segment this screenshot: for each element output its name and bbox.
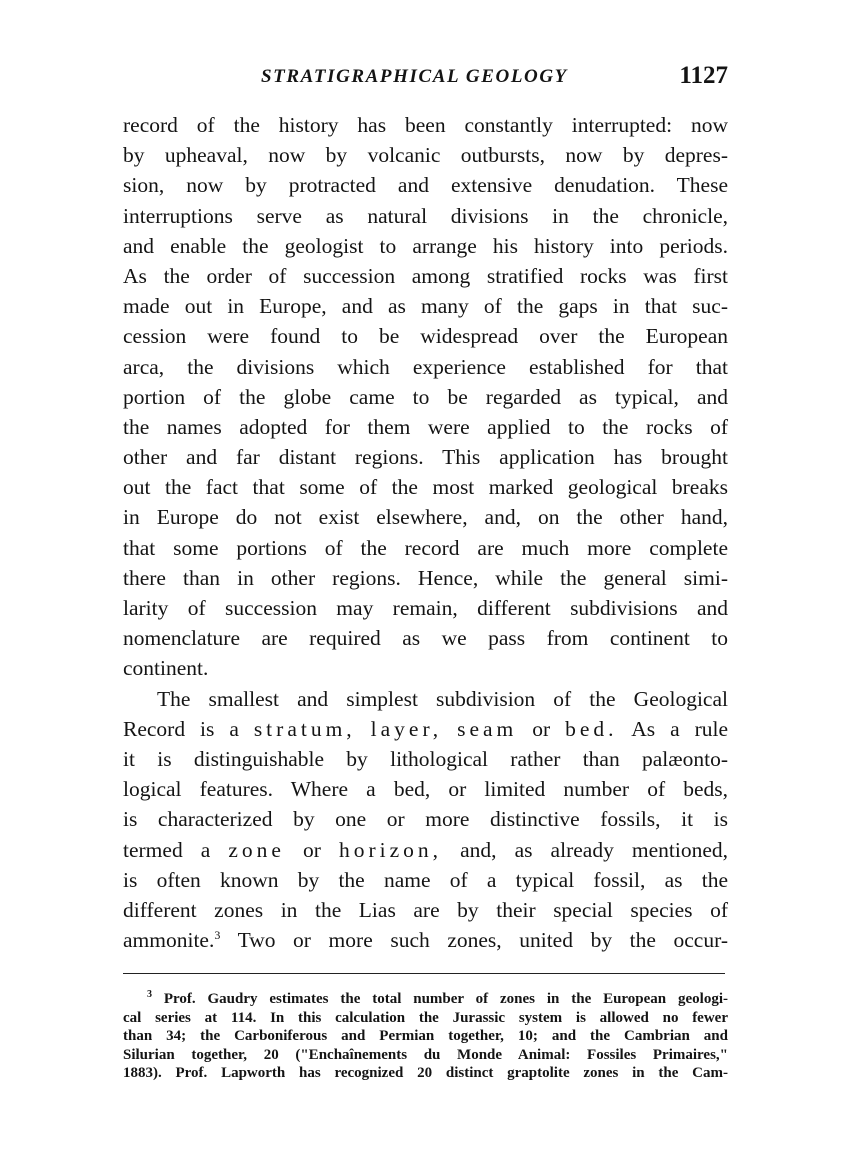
text-line: in Europe do not exist elsewhere, and, on the other hand, (123, 505, 728, 530)
text-line: different zones in the Lias are by their special species of (123, 897, 728, 922)
footnote-line: than 34; the Carboniferous and Permian together, 10; and the Cambrian and (123, 1028, 728, 1044)
text-line: nomenclature are required as we pass from continent to (123, 626, 728, 651)
text-line: by upheaval, now by volcanic outbursts, now by depres- (123, 143, 728, 168)
page-number: 1127 (679, 62, 728, 89)
text-line: is often known by the name of a typical fossil, as the (123, 867, 728, 892)
text-line: it is distinguishable by lithological rather than palæonto- (123, 746, 728, 771)
text-line (123, 835, 728, 865)
text-line: As the order of succession among stratified rocks was first (123, 263, 728, 288)
running-head (123, 62, 728, 98)
text-line: cession were found to be widespread over the European (123, 324, 728, 349)
spaced-term: bed. (565, 716, 618, 741)
text-run: and, as already mentioned, (460, 837, 729, 862)
footnote-text: Prof. Gaudry estimates the total number of zones in the European geologi- (163, 991, 728, 1007)
text-line: other and far distant regions. This application has brought (123, 445, 728, 470)
text-line: out the fact that some of the most marked geological breaks (123, 475, 728, 500)
text-line: sion, now by protracted and extensive denudation. These (123, 173, 728, 198)
paragraph-1 (123, 110, 728, 684)
footnote-line: cal series at 114. In this calculation the Jurassic system is allowed no fewer (123, 1009, 728, 1026)
footnote-reference: 3 (214, 927, 221, 942)
footnote-line: Silurian together, 20 ("Enchaînements du Monde Animal: Fossiles Primaires," (123, 1046, 728, 1063)
text-line: continent. (123, 656, 209, 681)
text-line: record of the history has been constantly interrupted: now (123, 113, 728, 137)
footnote-line (123, 990, 728, 1009)
spaced-term: seam (457, 716, 518, 741)
text-run: or (303, 837, 321, 862)
footnote-line: 1883). Prof. Lapworth has recognized 20 distinct graptolite zones in the Cam- (123, 1065, 728, 1081)
text-line: there than in other regions. Hence, while the general simi- (123, 565, 728, 590)
text-line (123, 714, 728, 744)
text-run: ammonite. (123, 928, 215, 953)
spaced-term: stratum, (253, 716, 356, 741)
paragraph-2 (123, 684, 728, 956)
text-line: larity of succession may remain, different subdivisions and (123, 596, 728, 620)
text-line: that some portions of the record are much more complete (123, 535, 728, 560)
text-line: is characterized by one or more distinctive fossils, it is (123, 807, 728, 832)
text-run: Two or more such zones, united by the occur- (237, 928, 728, 953)
spaced-term: horizon, (339, 837, 443, 862)
spaced-term: layer, (370, 716, 443, 741)
running-title: STRATIGRAPHICAL GEOLOGY (261, 66, 568, 87)
text-line: interruptions serve as natural divisions in the chronicle, (123, 203, 728, 228)
text-line: arca, the divisions which experience established for that (123, 354, 728, 379)
text-line: and enable the geologist to arrange his history into periods. (123, 233, 728, 258)
text-line: the names adopted for them were applied to the rocks of (123, 414, 728, 439)
footnote-marker: 3 (147, 989, 152, 1000)
text-line: logical features. Where a bed, or limited number of beds, (123, 777, 728, 802)
footnote (123, 990, 728, 1083)
text-line: made out in Europe, and as many of the gaps in that suc- (123, 294, 728, 319)
text-line: The smallest and simplest subdivision of the Geological (157, 686, 728, 711)
text-run: As a rule (631, 716, 729, 741)
text-run: or (532, 716, 551, 741)
text-run: Record is a (123, 716, 254, 741)
footnote-divider (123, 973, 725, 974)
body-text (123, 110, 728, 955)
text-run: termed a (123, 837, 229, 862)
spaced-term: zone (228, 837, 285, 862)
text-line: portion of the globe came to be regarded as typical, and (123, 384, 728, 409)
text-line (123, 925, 728, 955)
